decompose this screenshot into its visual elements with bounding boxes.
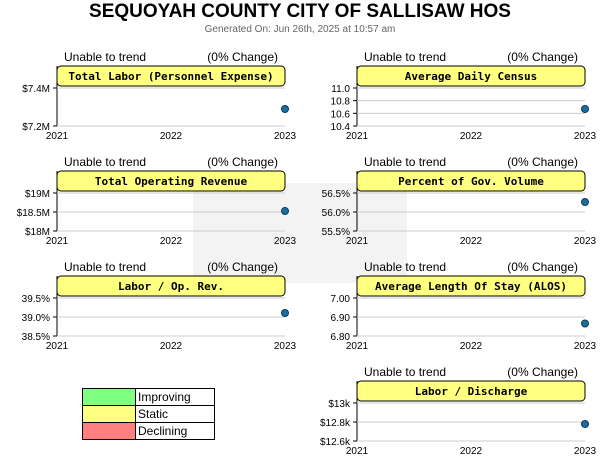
trend-status-label: Unable to trend bbox=[364, 365, 447, 379]
y-tick-label: 6.90 bbox=[330, 313, 350, 324]
chart-title: Average Daily Census bbox=[404, 70, 538, 83]
y-tick-label: 55.5% bbox=[321, 227, 350, 238]
trend-status-label: Unable to trend bbox=[364, 155, 447, 169]
change-percent-label: (0% Change) bbox=[207, 155, 278, 169]
x-tick-label: 2021 bbox=[45, 236, 69, 247]
data-point bbox=[282, 106, 289, 113]
trend-status-label: Unable to trend bbox=[364, 50, 447, 64]
legend-item-static bbox=[83, 406, 215, 423]
legend-swatch-declining bbox=[83, 423, 136, 440]
change-percent-label: (0% Change) bbox=[207, 50, 278, 64]
x-tick-label: 2021 bbox=[345, 446, 369, 457]
x-tick-label: 2022 bbox=[459, 236, 483, 247]
x-tick-label: 2022 bbox=[159, 236, 183, 247]
y-tick-label: $19M bbox=[24, 189, 50, 200]
y-tick-label: $13k bbox=[328, 399, 350, 410]
x-tick-label: 2023 bbox=[573, 446, 597, 457]
chart-title: Average Length Of Stay (ALOS) bbox=[374, 280, 568, 293]
x-tick-label: 2022 bbox=[459, 446, 483, 457]
legend-label: Declining bbox=[136, 423, 215, 440]
y-tick-label: $12.8k bbox=[319, 418, 350, 429]
x-tick-label: 2023 bbox=[573, 341, 597, 352]
y-tick-label: 6.80 bbox=[330, 332, 350, 343]
change-percent-label: (0% Change) bbox=[207, 260, 278, 274]
legend-label: Static bbox=[136, 406, 215, 423]
legend-item-declining bbox=[83, 423, 215, 440]
x-tick-label: 2022 bbox=[459, 341, 483, 352]
y-tick-label: $18M bbox=[24, 227, 50, 238]
y-tick-label: 39.5% bbox=[21, 294, 50, 305]
change-percent-label: (0% Change) bbox=[507, 365, 578, 379]
x-tick-label: 2021 bbox=[345, 131, 369, 142]
y-tick-label: $7.2M bbox=[22, 122, 50, 133]
legend-label: Improving bbox=[136, 389, 215, 406]
change-percent-label: (0% Change) bbox=[507, 155, 578, 169]
page-title: SEQUOYAH COUNTY CITY OF SALLISAW HOS bbox=[89, 1, 511, 22]
trend-status-label: Unable to trend bbox=[64, 50, 147, 64]
chart-title: Labor / Discharge bbox=[414, 385, 528, 398]
legend-item-improving bbox=[83, 389, 215, 406]
data-point bbox=[582, 421, 589, 428]
y-tick-label: $7.4M bbox=[22, 84, 50, 95]
x-tick-label: 2023 bbox=[273, 131, 297, 142]
y-tick-label: $18.5M bbox=[16, 208, 50, 219]
data-point bbox=[582, 199, 589, 206]
x-tick-label: 2021 bbox=[345, 341, 369, 352]
x-tick-label: 2021 bbox=[345, 236, 369, 247]
x-tick-label: 2023 bbox=[573, 236, 597, 247]
legend-swatch-improving bbox=[83, 389, 136, 406]
trend-status-label: Unable to trend bbox=[64, 155, 147, 169]
page-subtitle: Generated On: Jun 26th, 2025 at 10:57 am bbox=[204, 24, 396, 35]
y-tick-label: $12.6k bbox=[319, 437, 350, 448]
trend-status-label: Unable to trend bbox=[364, 260, 447, 274]
x-tick-label: 2023 bbox=[573, 131, 597, 142]
x-tick-label: 2022 bbox=[459, 131, 483, 142]
x-tick-label: 2023 bbox=[273, 236, 297, 247]
data-point bbox=[582, 320, 589, 327]
legend bbox=[82, 388, 215, 440]
y-tick-label: 10.6 bbox=[330, 109, 350, 121]
y-tick-label: 10.8 bbox=[330, 96, 350, 108]
y-tick-label: 38.5% bbox=[21, 332, 50, 343]
chart-title: Percent of Gov. Volume bbox=[398, 175, 544, 188]
y-tick-label: 56.5% bbox=[321, 189, 350, 200]
x-tick-label: 2022 bbox=[159, 131, 183, 142]
y-tick-label: 39.0% bbox=[21, 313, 50, 324]
change-percent-label: (0% Change) bbox=[507, 260, 578, 274]
trend-status-label: Unable to trend bbox=[64, 260, 147, 274]
legend-swatch-static bbox=[83, 406, 136, 423]
data-point bbox=[582, 106, 589, 113]
data-point bbox=[282, 208, 289, 215]
y-tick-label: 7.00 bbox=[330, 294, 350, 305]
x-tick-label: 2021 bbox=[45, 131, 69, 142]
y-tick-label: 11.0 bbox=[331, 84, 350, 95]
y-tick-label: 10.4 bbox=[330, 122, 350, 133]
x-tick-label: 2023 bbox=[273, 341, 297, 352]
chart-title: Labor / Op. Rev. bbox=[118, 280, 224, 293]
data-point bbox=[282, 310, 289, 317]
change-percent-label: (0% Change) bbox=[507, 50, 578, 64]
y-tick-label: 56.0% bbox=[321, 208, 350, 219]
chart-title: Total Labor (Personnel Expense) bbox=[68, 70, 274, 83]
x-tick-label: 2021 bbox=[45, 341, 69, 352]
x-tick-label: 2022 bbox=[159, 341, 183, 352]
chart-title: Total Operating Revenue bbox=[94, 175, 248, 188]
